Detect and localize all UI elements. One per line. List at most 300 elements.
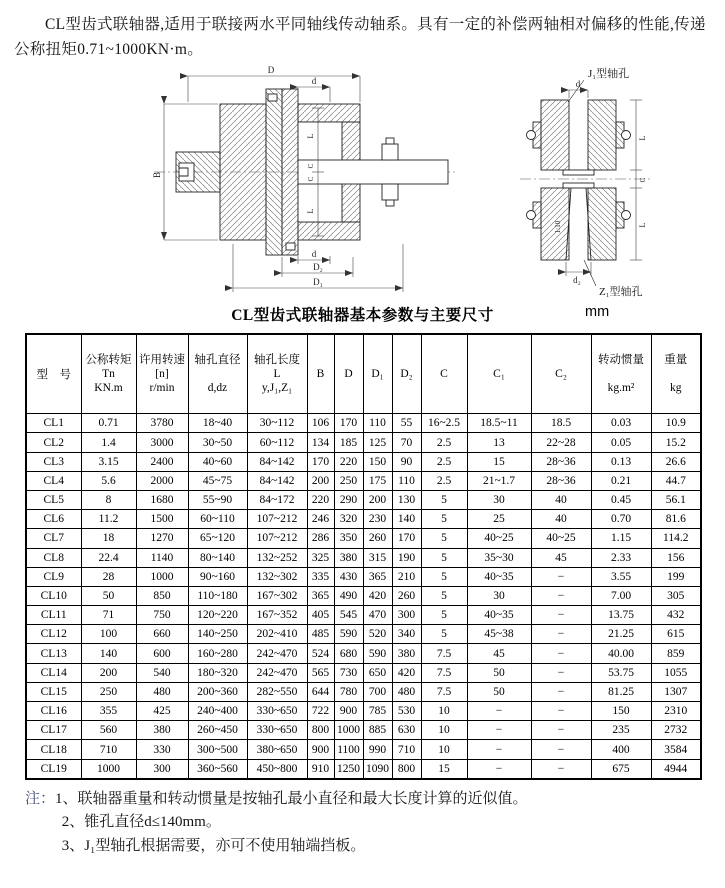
value-cell: 170 xyxy=(307,452,334,471)
value-cell: 5 xyxy=(421,529,467,548)
table-row xyxy=(26,702,701,721)
value-cell: 4944 xyxy=(651,759,701,779)
value-cell: 220 xyxy=(307,490,334,509)
value-cell: 1100 xyxy=(334,740,363,759)
value-cell: 107~212 xyxy=(247,529,307,548)
header-cell: B xyxy=(307,334,334,414)
value-cell: 1250 xyxy=(334,759,363,779)
value-cell: 420 xyxy=(392,663,421,682)
value-cell: 134 xyxy=(307,433,334,452)
value-cell: 330 xyxy=(136,740,188,759)
dim-label-L-j1: L xyxy=(638,135,647,141)
value-cell: 365 xyxy=(307,586,334,605)
value-cell: 885 xyxy=(363,721,392,740)
value-cell: 859 xyxy=(651,644,701,663)
value-cell: 480 xyxy=(136,682,188,701)
model-cell: CL3 xyxy=(26,452,81,471)
value-cell: 480 xyxy=(392,682,421,701)
value-cell: 40 xyxy=(531,510,591,529)
value-cell: 202~410 xyxy=(247,625,307,644)
value-cell: 260 xyxy=(363,529,392,548)
value-cell: 132~302 xyxy=(247,567,307,586)
header-cell: D xyxy=(334,334,363,414)
value-cell: 44.7 xyxy=(651,471,701,490)
value-cell: 0.13 xyxy=(591,452,651,471)
dim-label-d2: d₂ xyxy=(573,275,581,286)
value-cell: 2400 xyxy=(136,452,188,471)
header-cell: C xyxy=(421,334,467,414)
value-cell: 7.5 xyxy=(421,644,467,663)
value-cell: 305 xyxy=(651,586,701,605)
value-cell: 13 xyxy=(467,433,531,452)
value-cell: 28~36 xyxy=(531,452,591,471)
value-cell: 300 xyxy=(136,759,188,779)
dim-label-B: B xyxy=(152,172,162,179)
dim-label-C-lower: C xyxy=(307,176,315,182)
value-cell: 3.15 xyxy=(81,452,136,471)
dim-label-D: D xyxy=(267,65,275,76)
header-cell: D₂ xyxy=(392,334,421,414)
value-cell: 3.55 xyxy=(591,567,651,586)
value-cell: 132~252 xyxy=(247,548,307,567)
value-cell: 28 xyxy=(81,567,136,586)
value-cell: 167~352 xyxy=(247,606,307,625)
value-cell: 785 xyxy=(363,702,392,721)
value-cell: 200 xyxy=(81,663,136,682)
value-cell: 45 xyxy=(531,548,591,567)
dim-label-C-holes: C xyxy=(639,177,647,183)
value-cell: 80~140 xyxy=(188,548,247,567)
value-cell: 10.9 xyxy=(651,414,701,433)
note-line-1 xyxy=(25,788,725,811)
value-cell: − xyxy=(531,644,591,663)
header-cell: C₂ xyxy=(531,334,591,414)
value-cell: 110~180 xyxy=(188,586,247,605)
table-row xyxy=(26,433,701,452)
value-cell: 55 xyxy=(392,414,421,433)
value-cell: 430 xyxy=(334,567,363,586)
value-cell: 120~220 xyxy=(188,606,247,625)
value-cell: 7.5 xyxy=(421,682,467,701)
value-cell: 71 xyxy=(81,606,136,625)
value-cell: 5 xyxy=(421,606,467,625)
value-cell: 365 xyxy=(363,567,392,586)
header-cell: D₁ xyxy=(363,334,392,414)
value-cell: 50 xyxy=(467,682,531,701)
value-cell: − xyxy=(467,721,531,740)
value-cell: − xyxy=(531,625,591,644)
notes xyxy=(25,788,725,858)
header-cell: 重量 kg xyxy=(651,334,701,414)
value-cell: 246 xyxy=(307,510,334,529)
value-cell: 150 xyxy=(363,452,392,471)
value-cell: 22~28 xyxy=(531,433,591,452)
note-line-3 xyxy=(62,835,725,858)
value-cell: 150 xyxy=(591,702,651,721)
value-cell: 167~302 xyxy=(247,586,307,605)
value-cell: 28~36 xyxy=(531,471,591,490)
value-cell: 10 xyxy=(421,721,467,740)
value-cell: 630 xyxy=(392,721,421,740)
value-cell: 710 xyxy=(392,740,421,759)
model-cell: CL15 xyxy=(26,682,81,701)
value-cell: 400 xyxy=(591,740,651,759)
value-cell: 1680 xyxy=(136,490,188,509)
table-row xyxy=(26,471,701,490)
value-cell: 644 xyxy=(307,682,334,701)
value-cell: 21.25 xyxy=(591,625,651,644)
value-cell: 156 xyxy=(651,548,701,567)
value-cell: 3000 xyxy=(136,433,188,452)
value-cell: 185 xyxy=(334,433,363,452)
z1-hole-label: Z₁型轴孔 xyxy=(599,286,643,299)
value-cell: − xyxy=(531,682,591,701)
value-cell: 30~112 xyxy=(247,414,307,433)
table-row xyxy=(26,414,701,433)
shaft-hole-views xyxy=(520,80,653,286)
value-cell: 110 xyxy=(392,471,421,490)
value-cell: 850 xyxy=(136,586,188,605)
value-cell: − xyxy=(531,721,591,740)
value-cell: 722 xyxy=(307,702,334,721)
value-cell: 260~450 xyxy=(188,721,247,740)
value-cell: 45~75 xyxy=(188,471,247,490)
value-cell: − xyxy=(531,606,591,625)
value-cell: 600 xyxy=(136,644,188,663)
value-cell: 710 xyxy=(81,740,136,759)
value-cell: 40~25 xyxy=(467,529,531,548)
value-cell: 5 xyxy=(421,490,467,509)
value-cell: 286 xyxy=(307,529,334,548)
value-cell: 2732 xyxy=(651,721,701,740)
value-cell: 53.75 xyxy=(591,663,651,682)
value-cell: 110 xyxy=(363,414,392,433)
value-cell: 1000 xyxy=(81,759,136,779)
value-cell: 615 xyxy=(651,625,701,644)
value-cell: 240~400 xyxy=(188,702,247,721)
value-cell: 590 xyxy=(363,644,392,663)
value-cell: 16~2.5 xyxy=(421,414,467,433)
value-cell: 3780 xyxy=(136,414,188,433)
table-row xyxy=(26,586,701,605)
value-cell: 315 xyxy=(363,548,392,567)
value-cell: 2310 xyxy=(651,702,701,721)
dim-label-L-upper: L xyxy=(306,133,315,139)
value-cell: 560 xyxy=(81,721,136,740)
value-cell: 26.6 xyxy=(651,452,701,471)
value-cell: 730 xyxy=(334,663,363,682)
coupling-diagram xyxy=(148,64,688,300)
value-cell: 107~212 xyxy=(247,510,307,529)
value-cell: 250 xyxy=(81,682,136,701)
value-cell: 18~40 xyxy=(188,414,247,433)
dim-label-d-bottom: d xyxy=(311,249,317,260)
coupling-drawing-svg xyxy=(148,64,688,300)
value-cell: − xyxy=(531,702,591,721)
value-cell: 21~1.7 xyxy=(467,471,531,490)
value-cell: 90~160 xyxy=(188,567,247,586)
value-cell: 260 xyxy=(392,586,421,605)
value-cell: 15 xyxy=(421,759,467,779)
table-row xyxy=(26,606,701,625)
value-cell: − xyxy=(467,740,531,759)
value-cell: 2.5 xyxy=(421,471,467,490)
value-cell: 340 xyxy=(392,625,421,644)
value-cell: 200~360 xyxy=(188,682,247,701)
note-text-1: 1、联轴器重量和转动惯量是按轴孔最小直径和最大长度计算的近似值。 xyxy=(55,790,528,807)
value-cell: 100 xyxy=(81,625,136,644)
value-cell: 590 xyxy=(334,625,363,644)
model-cell: CL2 xyxy=(26,433,81,452)
value-cell: − xyxy=(531,663,591,682)
value-cell: 800 xyxy=(392,759,421,779)
value-cell: 0.70 xyxy=(591,510,651,529)
value-cell: 485 xyxy=(307,625,334,644)
value-cell: 200 xyxy=(307,471,334,490)
value-cell: 40~60 xyxy=(188,452,247,471)
value-cell: 700 xyxy=(363,682,392,701)
value-cell: 1000 xyxy=(334,721,363,740)
table-row xyxy=(26,452,701,471)
note-text-2: 2、锥孔直径d≤140mm。 xyxy=(61,814,221,831)
j1-hole-label: J₁型轴孔 xyxy=(588,68,630,81)
value-cell: 900 xyxy=(334,702,363,721)
dim-label-d-j1: d xyxy=(575,79,581,90)
header-cell: 轴孔直径 d,dz xyxy=(188,334,247,414)
model-cell: CL17 xyxy=(26,721,81,740)
table-row xyxy=(26,567,701,586)
header-cell: 轴孔长度 L y,J₁,Z₁ xyxy=(247,334,307,414)
note-line-2 xyxy=(62,811,725,834)
value-cell: 360~560 xyxy=(188,759,247,779)
value-cell: 530 xyxy=(392,702,421,721)
value-cell: 0.03 xyxy=(591,414,651,433)
value-cell: 1307 xyxy=(651,682,701,701)
value-cell: 40.00 xyxy=(591,644,651,663)
value-cell: 520 xyxy=(363,625,392,644)
value-cell: 84~142 xyxy=(247,452,307,471)
value-cell: 0.05 xyxy=(591,433,651,452)
value-cell: 30 xyxy=(467,490,531,509)
dim-label-L-lower: L xyxy=(306,208,315,214)
value-cell: 0.21 xyxy=(591,471,651,490)
value-cell: 140~250 xyxy=(188,625,247,644)
intro-paragraph: CL型齿式联轴器,适用于联接两水平同轴线传动轴系。具有一定的补偿两轴相对偏移的性能,传递公称扭矩0.71~1000KN·m。 xyxy=(14,16,706,59)
value-cell: 325 xyxy=(307,548,334,567)
dim-label-D2: D₂ xyxy=(313,262,323,273)
table-row xyxy=(26,625,701,644)
value-cell: − xyxy=(467,702,531,721)
table-row xyxy=(26,510,701,529)
value-cell: 3584 xyxy=(651,740,701,759)
value-cell: 800 xyxy=(307,721,334,740)
page xyxy=(0,12,725,857)
value-cell: 900 xyxy=(307,740,334,759)
value-cell: 56.1 xyxy=(651,490,701,509)
value-cell: 190 xyxy=(392,548,421,567)
value-cell: 1055 xyxy=(651,663,701,682)
dim-label-C-upper: C xyxy=(307,163,315,169)
value-cell: 25 xyxy=(467,510,531,529)
value-cell: 170 xyxy=(334,414,363,433)
dim-label-D1: D₁ xyxy=(313,277,323,288)
value-cell: 335 xyxy=(307,567,334,586)
dim-label-L-z1: L xyxy=(638,222,647,228)
model-cell: CL11 xyxy=(26,606,81,625)
value-cell: 2.33 xyxy=(591,548,651,567)
value-cell: 680 xyxy=(334,644,363,663)
model-cell: CL18 xyxy=(26,740,81,759)
value-cell: 170 xyxy=(392,529,421,548)
header-row xyxy=(26,334,701,414)
value-cell: 30~50 xyxy=(188,433,247,452)
value-cell: 40 xyxy=(531,490,591,509)
value-cell: 780 xyxy=(334,682,363,701)
value-cell: 650 xyxy=(363,663,392,682)
value-cell: 84~172 xyxy=(247,490,307,509)
value-cell: 380 xyxy=(334,548,363,567)
value-cell: 1.15 xyxy=(591,529,651,548)
header-cell: 型 号 xyxy=(26,334,81,414)
value-cell: 355 xyxy=(81,702,136,721)
value-cell: 160~280 xyxy=(188,644,247,663)
value-cell: 420 xyxy=(363,586,392,605)
table-row xyxy=(26,548,701,567)
value-cell: 45 xyxy=(467,644,531,663)
value-cell: 81.6 xyxy=(651,510,701,529)
value-cell: 660 xyxy=(136,625,188,644)
value-cell: 405 xyxy=(307,606,334,625)
value-cell: 81.25 xyxy=(591,682,651,701)
value-cell: 40~35 xyxy=(467,567,531,586)
value-cell: 425 xyxy=(136,702,188,721)
value-cell: 18 xyxy=(81,529,136,548)
value-cell: 114.2 xyxy=(651,529,701,548)
model-cell: CL14 xyxy=(26,663,81,682)
model-cell: CL9 xyxy=(26,567,81,586)
model-cell: CL12 xyxy=(26,625,81,644)
value-cell: 11.2 xyxy=(81,510,136,529)
header-cell: 公称转矩 Tn KN.m xyxy=(81,334,136,414)
value-cell: 40~25 xyxy=(531,529,591,548)
value-cell: 2.5 xyxy=(421,433,467,452)
value-cell: 50 xyxy=(467,663,531,682)
value-cell: 750 xyxy=(136,606,188,625)
value-cell: 5.6 xyxy=(81,471,136,490)
value-cell: 470 xyxy=(363,606,392,625)
value-cell: 1090 xyxy=(363,759,392,779)
value-cell: 1500 xyxy=(136,510,188,529)
value-cell: 10 xyxy=(421,702,467,721)
value-cell: 380~650 xyxy=(247,740,307,759)
value-cell: − xyxy=(531,759,591,779)
value-cell: 565 xyxy=(307,663,334,682)
value-cell: 380 xyxy=(136,721,188,740)
value-cell: 60~110 xyxy=(188,510,247,529)
value-cell: − xyxy=(531,567,591,586)
value-cell: 290 xyxy=(334,490,363,509)
value-cell: 524 xyxy=(307,644,334,663)
value-cell: 5 xyxy=(421,567,467,586)
value-cell: 1140 xyxy=(136,548,188,567)
value-cell: 90 xyxy=(392,452,421,471)
value-cell: 0.71 xyxy=(81,414,136,433)
model-cell: CL1 xyxy=(26,414,81,433)
value-cell: 5 xyxy=(421,625,467,644)
value-cell: 18.5 xyxy=(531,414,591,433)
value-cell: 2.5 xyxy=(421,452,467,471)
value-cell: 200 xyxy=(363,490,392,509)
value-cell: 55~90 xyxy=(188,490,247,509)
value-cell: 330~650 xyxy=(247,702,307,721)
model-cell: CL6 xyxy=(26,510,81,529)
value-cell: 330~650 xyxy=(247,721,307,740)
value-cell: 140 xyxy=(81,644,136,663)
model-cell: CL8 xyxy=(26,548,81,567)
table-title-row xyxy=(0,303,725,325)
parameters-table xyxy=(25,333,702,780)
value-cell: 130 xyxy=(392,490,421,509)
table-row xyxy=(26,490,701,509)
table-row xyxy=(26,759,701,779)
model-cell: CL5 xyxy=(26,490,81,509)
value-cell: 175 xyxy=(363,471,392,490)
value-cell: − xyxy=(467,759,531,779)
value-cell: 40~35 xyxy=(467,606,531,625)
value-cell: 0.45 xyxy=(591,490,651,509)
value-cell: 250 xyxy=(334,471,363,490)
table-title: CL型齿式联轴器基本参数与主要尺寸 xyxy=(231,307,494,325)
value-cell: 490 xyxy=(334,586,363,605)
model-cell: CL16 xyxy=(26,702,81,721)
value-cell: 1270 xyxy=(136,529,188,548)
value-cell: 140 xyxy=(392,510,421,529)
value-cell: 540 xyxy=(136,663,188,682)
value-cell: 1.4 xyxy=(81,433,136,452)
value-cell: − xyxy=(531,586,591,605)
model-cell: CL10 xyxy=(26,586,81,605)
taper-label: 1:10 xyxy=(554,220,562,234)
value-cell: 210 xyxy=(392,567,421,586)
value-cell: 106 xyxy=(307,414,334,433)
table-row xyxy=(26,682,701,701)
value-cell: 5 xyxy=(421,510,467,529)
value-cell: 65~120 xyxy=(188,529,247,548)
value-cell: 380 xyxy=(392,644,421,663)
value-cell: 230 xyxy=(363,510,392,529)
value-cell: − xyxy=(531,740,591,759)
value-cell: 180~320 xyxy=(188,663,247,682)
value-cell: 50 xyxy=(81,586,136,605)
value-cell: 545 xyxy=(334,606,363,625)
value-cell: 22.4 xyxy=(81,548,136,567)
value-cell: 350 xyxy=(334,529,363,548)
notes-label: 注： xyxy=(25,790,56,807)
value-cell: 910 xyxy=(307,759,334,779)
header-cell: 转动惯量 kg.m² xyxy=(591,334,651,414)
table-body xyxy=(26,414,701,779)
model-cell: CL4 xyxy=(26,471,81,490)
value-cell: 242~470 xyxy=(247,644,307,663)
value-cell: 15 xyxy=(467,452,531,471)
value-cell: 220 xyxy=(334,452,363,471)
value-cell: 242~470 xyxy=(247,663,307,682)
value-cell: 2000 xyxy=(136,471,188,490)
value-cell: 70 xyxy=(392,433,421,452)
main-section-view xyxy=(154,89,456,255)
model-cell: CL7 xyxy=(26,529,81,548)
note-text-3: 3、J₁型轴孔根据需要，亦可不使用轴端挡板。 xyxy=(61,837,366,854)
